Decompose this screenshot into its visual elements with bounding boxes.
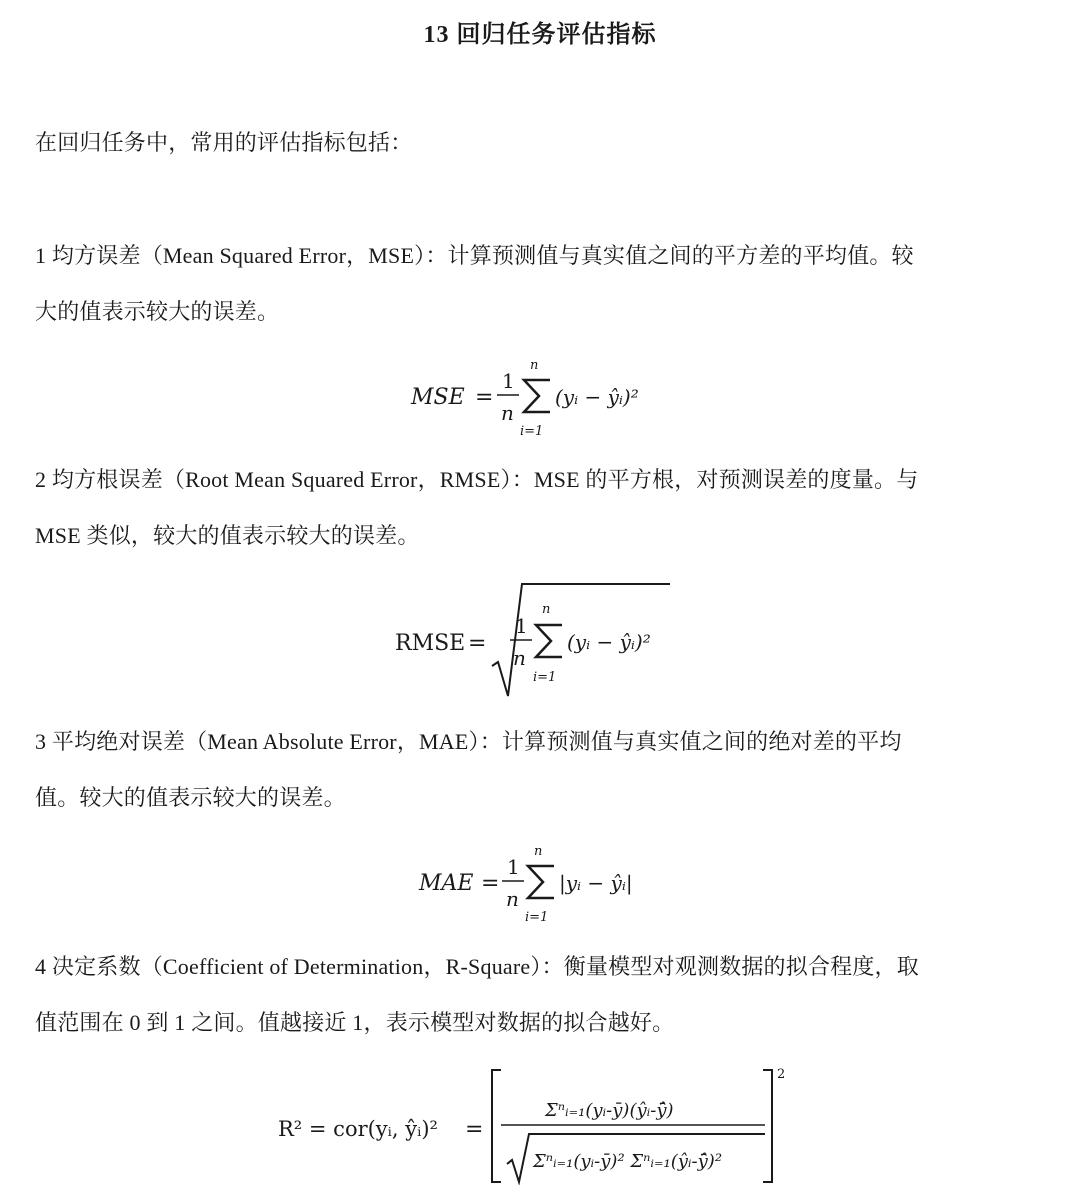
r2-denominator: Σⁿᵢ₌₁(yᵢ-ȳ)² Σⁿᵢ₌₁(ŷᵢ-ŷ̄)² — [533, 1151, 723, 1172]
mae-lhs: MAE — [419, 871, 474, 896]
rmse-term: (yᵢ − ŷᵢ)² — [567, 630, 651, 654]
mae-sigma — [528, 866, 554, 898]
rmse-equals: = — [468, 631, 487, 656]
item-1-line-2: 大的值表示较大的误差。 — [35, 299, 280, 324]
item-3-paragraph — [35, 714, 1035, 826]
mse-upper: n — [530, 358, 539, 373]
rmse-numerator: 1 — [515, 614, 528, 638]
r2-right-bracket — [763, 1070, 772, 1182]
item-2-paragraph — [35, 452, 1035, 564]
rmse-formula — [392, 580, 682, 698]
mse-formula — [405, 352, 665, 444]
mae-formula — [415, 838, 665, 930]
item-3-line-1: 3 平均绝对误差（Mean Absolute Error，MAE）：计算预测值与真实值之间的绝对差的平均 — [35, 729, 902, 754]
mae-equals: = — [481, 871, 500, 896]
mse-numerator: 1 — [502, 369, 515, 393]
rmse-sigma — [536, 625, 562, 657]
r2-numerator: Σⁿᵢ₌₁(yᵢ-ȳ)(ŷᵢ-ŷ̄) — [545, 1100, 674, 1121]
item-4-line-1: 4 决定系数（Coefficient of Determination，R-Square）：衡量模型对观测数据的拟合程度，取 — [35, 954, 919, 979]
mse-sigma — [524, 380, 550, 412]
item-1-line-1: 1 均方误差（Mean Squared Error，MSE）：计算预测值与真实值之间的平方差的平均值。较 — [35, 243, 914, 268]
rmse-denominator: n — [513, 646, 526, 670]
rmse-upper: n — [542, 602, 551, 617]
r2-lhs: R² = cor(yᵢ, ŷᵢ)² — [278, 1117, 438, 1141]
r2-equals: = — [465, 1117, 484, 1142]
item-2-line-1: 2 均方根误差（Root Mean Squared Error，RMSE）：MSE 的平方根，对预测误差的度量。与 — [35, 467, 919, 492]
mse-lhs: MSE — [411, 385, 465, 410]
item-1-paragraph — [35, 228, 1035, 340]
rmse-lhs: RMSE — [395, 631, 466, 656]
item-4-paragraph — [35, 939, 1035, 1051]
r2-left-bracket — [492, 1070, 501, 1182]
r2-power: 2 — [777, 1067, 786, 1082]
mae-lower: i=1 — [525, 910, 549, 925]
mae-term: |yᵢ − ŷᵢ| — [559, 871, 633, 895]
item-4-line-2: 值范围在 0 到 1 之间。值越接近 1，表示模型对数据的拟合越好。 — [35, 1010, 675, 1035]
rmse-lower: i=1 — [533, 670, 557, 685]
intro-paragraph: 在回归任务中，常用的评估指标包括： — [35, 130, 413, 155]
mae-denominator: n — [506, 887, 519, 911]
r2-formula — [275, 1062, 795, 1185]
mse-lower: i=1 — [520, 424, 544, 439]
item-3-line-2: 值。较大的值表示较大的误差。 — [35, 785, 346, 810]
mae-numerator: 1 — [507, 855, 520, 879]
item-2-line-2: MSE 类似，较大的值表示较大的误差。 — [35, 523, 420, 548]
mse-term: (yᵢ − ŷᵢ)² — [555, 385, 639, 409]
mae-upper: n — [534, 844, 543, 859]
mse-denominator: n — [501, 401, 514, 425]
page-title: 13 回归任务评估指标 — [423, 22, 657, 48]
mse-equals: = — [475, 385, 494, 410]
